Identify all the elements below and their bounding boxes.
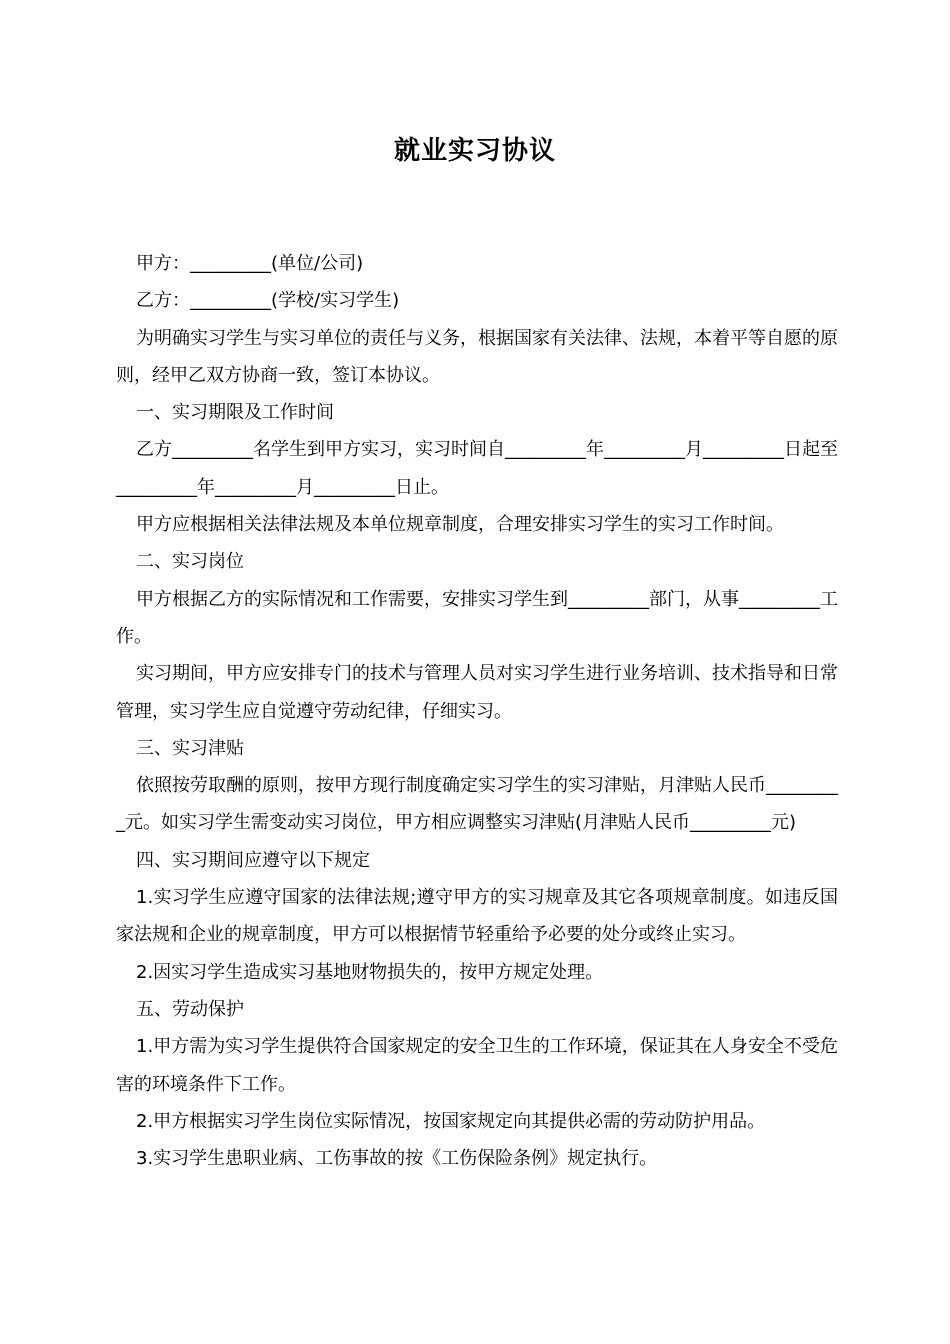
section-3-paragraph-1: 依照按劳取酬的原则，按甲方现行制度确定实习学生的实习津贴，月津贴人民币_________元。如实习学生需变动实习岗位，甲方相应调整实习津贴(月津贴人民币_________元) [116,775,838,834]
document-title: 就业实习协议 [393,136,556,166]
section-5-heading: 五、劳动保护 [136,998,244,1020]
party-a-line: 甲方：_________(单位/公司) [136,253,364,274]
section-1-heading: 一、实习期限及工作时间 [136,402,334,424]
section-2-heading: 二、实习岗位 [136,551,244,573]
section-1-paragraph-2: 甲方应根据相关法律法规及本单位规章制度，合理安排实习学生的实习工作时间。 [136,514,784,536]
section-5-item-2: 2.甲方根据实习学生岗位实际情况，按国家规定向其提供必需的劳动防护用品。 [136,1110,766,1132]
section-4-item-2: 2.因实习学生造成实习基地财物损失的，按甲方规定处理。 [136,961,604,983]
section-5-item-1: 1.甲方需为实习学生提供符合国家规定的安全卫生的工作环境，保证其在人身安全不受危害的环境条件下工作。 [116,1036,838,1095]
section-4-heading: 四、实习期间应遵守以下规定 [136,849,370,871]
section-3-heading: 三、实习津贴 [136,737,244,759]
section-2-paragraph-2: 实习期间，甲方应安排专门的技术与管理人员对实习学生进行业务培训、技术指导和日常管理，实习学生应自觉遵守劳动纪律，仔细实习。 [116,663,838,722]
section-4-item-1: 1.实习学生应遵守国家的法律法规;遵守甲方的实习规章及其它各项规章制度。如违反国家法规和企业的规章制度，甲方可以根据情节轻重给予必要的处分或终止实习。 [116,887,838,946]
section-1-paragraph-1: 乙方_________名学生到甲方实习，实习时间自_________年_________月_________日起至_________年_________月_________日止。 [116,439,838,498]
section-2-paragraph-1: 甲方根据乙方的实际情况和工作需要，安排实习学生到_________部门，从事_________工作。 [116,588,838,647]
document-body [116,245,838,1177]
section-5-item-3: 3.实习学生患职业病、工伤事故的按《工伤保险条例》规定执行。 [136,1148,658,1170]
preamble-paragraph: 为明确实习学生与实习单位的责任与义务，根据国家有关法律、法规，本着平等自愿的原则，经甲乙双方协商一致，签订本协议。 [116,327,838,386]
party-b-line: 乙方：_________(学校/实习学生) [136,290,400,312]
